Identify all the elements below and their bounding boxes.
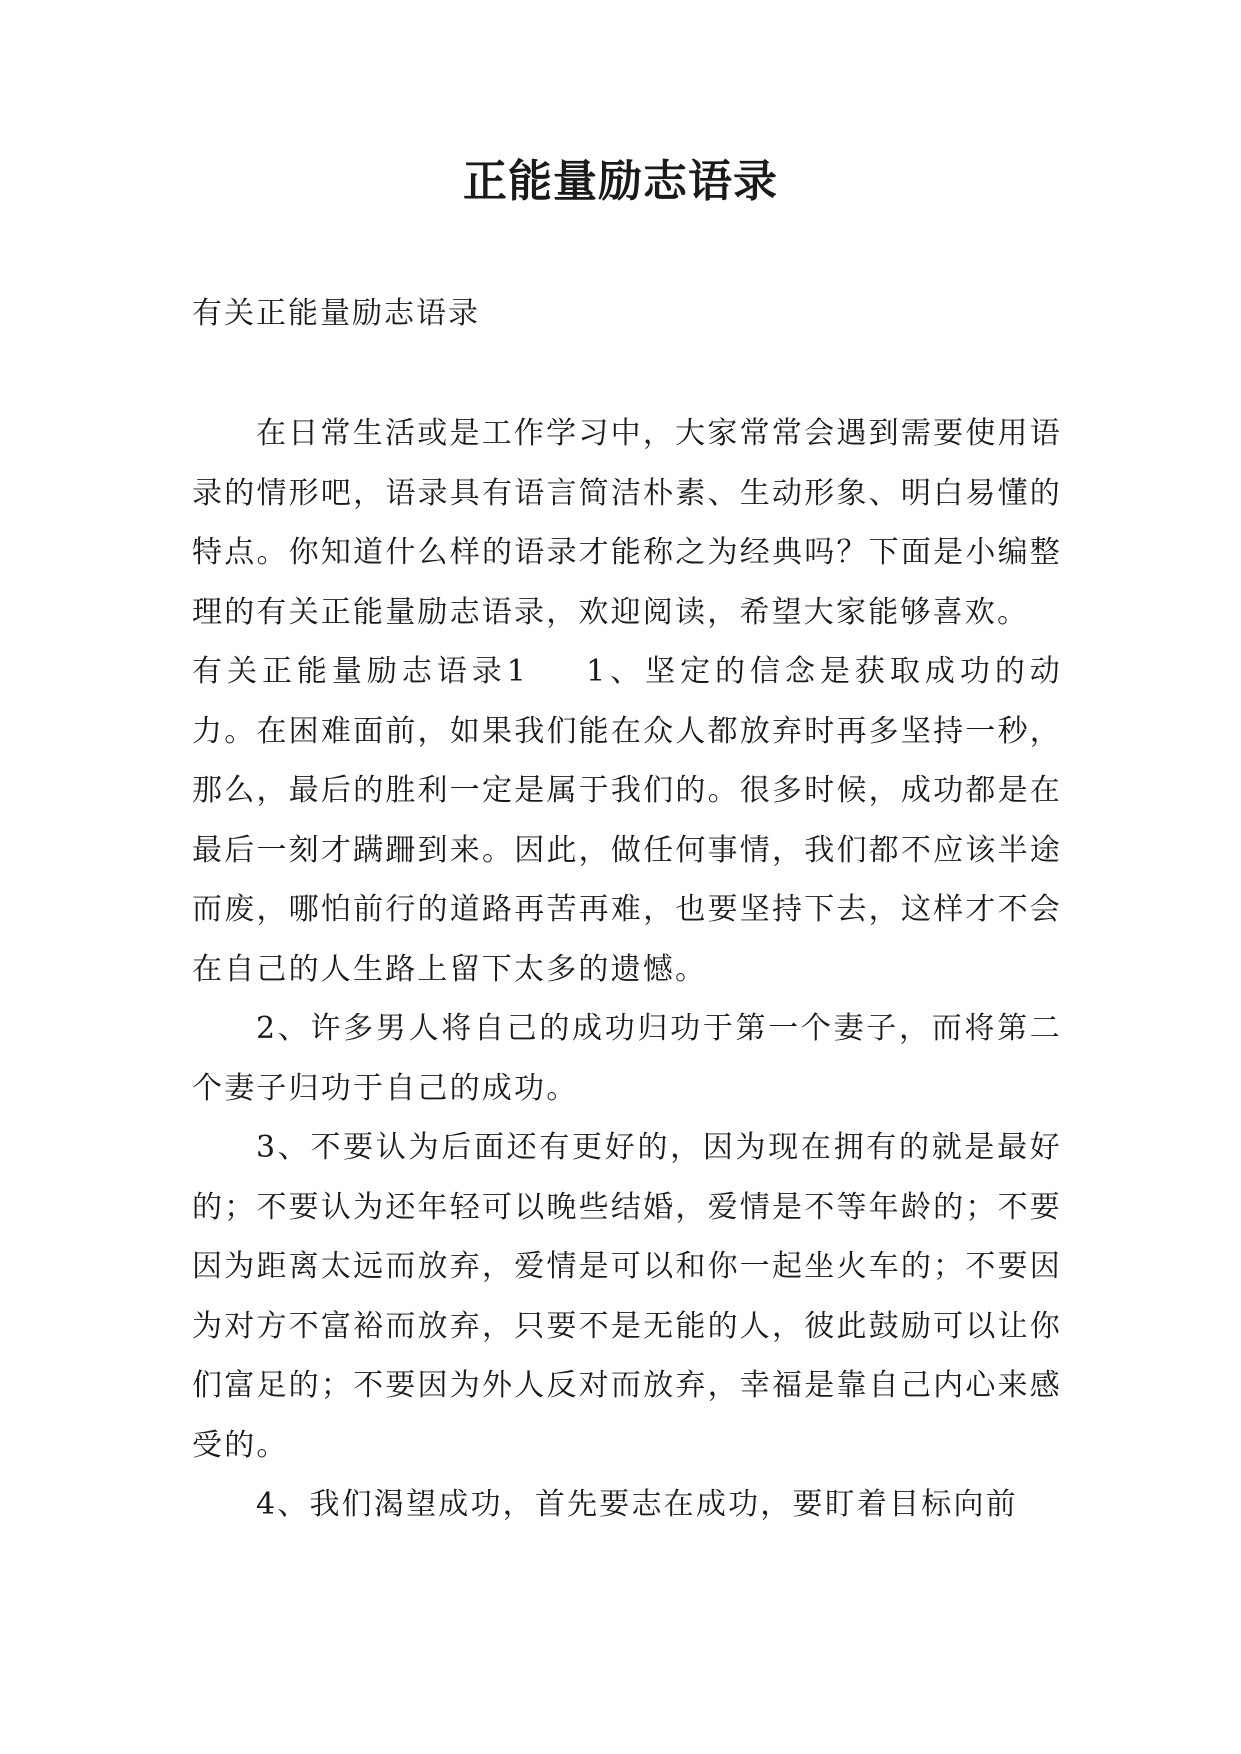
document-subtitle: 有关正能量励志语录 [192,296,480,331]
quote-item-4: 4、我们渴望成功，首先要志在成功，要盯着目标向前 [256,1487,1018,1522]
intro-paragraph: 在日常生活或是工作学习中，大家常常会遇到需要使用语录的情形吧，语录具有语言简洁朴素、生动形象、明白易懂的特点。你知道什么样的语录才能称之为经典吗？下面是小编整理的有关正能量励志语录，欢迎阅读，希望大家能够喜欢。 [192,416,1062,630]
section-label: 有关正能量励志语录1 [192,654,529,689]
quote-item-2: 2、许多男人将自己的成功归功于第一个妻子，而将第二个妻子归功于自己的成功。 [192,1011,1062,1106]
section-paragraph [192,642,1062,999]
quote-item-1: 1、坚定的信念是获取成功的动力。在困难面前，如果我们能在众人都放弃时再多坚持一秒，那么，最后的胜利一定是属于我们的。很多时候，成功都是在最后一刻才蹒跚到来。因此，做任何事情，我们都不应该半途而废，哪怕前行的道路再苦再难，也要坚持下去，这样才不会在自己的人生路上留下太多的遗憾。 [192,654,1063,987]
document-body [192,404,1062,1535]
quote-item-3: 3、不要认为后面还有更好的，因为现在拥有的就是最好的；不要认为还年轻可以晚些结婚，爱情是不等年龄的；不要因为距离太远而放弃，爱情是可以和你一起坐火车的；不要因为对方不富裕而放弃，只要不是无能的人，彼此鼓励可以让你们富足的；不要因为外人反对而放弃，幸福是靠自己内心来感受的。 [192,1130,1062,1463]
document-title: 正能量励志语录 [463,156,778,207]
